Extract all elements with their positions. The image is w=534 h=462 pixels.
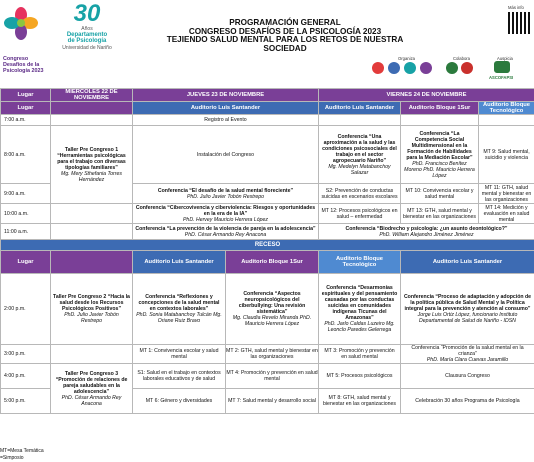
venue-fri-3: Auditorio Bloque Tecnológico	[479, 102, 534, 115]
colabora-label: Colabora	[453, 56, 470, 61]
taller-3: Taller Pre Congreso 3 “Promoción de relaciones de pareja saludables en la adolescencia” PhD. César Armando Rey Anacona	[51, 364, 133, 414]
conf-politica: Conferencia “Proceso de adaptación y adopción de la política pública de Salud Mental y la Política integral para la prevención y atención al consumo” Jorge Luis Ortiz López, funcionario Instituto Departamental de Salud de Nariño - IDSN	[401, 274, 534, 345]
conf-pareja: Conferencia “La prevención de la violencia de pareja en la adolescencia” PhD. César Armando Rey Anacona	[133, 224, 319, 240]
lugar-header: Lugar	[1, 89, 51, 102]
table-row: 2:00 p.m. Taller Pre Congreso 2 “Hacia la salud desde los Recursos Psicológicos Positivos” PhD. Julio Javier Tobón Restrepo Conferencia “Reflexiones y concepciones de la salud mental en contextos laborales” PhD. Sonia Matabanchoy Tulcán Mg. Oriane Ruiz Bravo Conferencia “Aspectos neuropsicológicos del ciberbullying: Una revisión sistemática” Mg. Claudia Revelo Miranda PhD. Mauricio Herrera López Conferencia “Desarmonías espirituales y del pensamiento causadas por las conductas suicidas en comunidades indígenas Ticunas del Amazonas” PhD. Jarlo Caldas Luzeiro Mg. Leonclo Paredes Gelerrega Conferencia “Proceso de adaptación y adopción de la política pública de Salud Mental y la Política integral para la prevención y atención al consumo” Jorge Luis Ortiz López, funcionario Instituto Departamental de Salud de Nariño - IDSN	[1, 274, 534, 345]
conf-neuro: Conferencia “Aspectos neuropsicológicos del ciberbullying: Una revisión sistemática” Mg. Claudia Revelo Miranda PhD. Mauricio Herrera López	[232, 291, 312, 327]
table-row: 5:00 p.m. MT 6: Género y diversidades MT 7: Salud mental y desarrollo social MT 8: GTH, salud mental y bienestar en las organizaciones Celebración 30 años Programa de Psicología	[1, 389, 534, 414]
organiza-label: Organiza	[398, 56, 415, 61]
table-row: 8:00 a.m. Taller Pre Congreso 1 “Herramientas psicológicas para el trabajo con diversas tipologías familiares” Mg. Mery Sthefania Torres Hernández Instalación del Congreso Conferencia “Una aproximación a la salud y las condiciones psicosociales del trabajo en el sector agropecuario Nariño” Mg. Medelyn Matabanchoy Salazar Conferencia “La Competencia Social Multidimensional en la Formación de Habilidades para la Mediación Escolar” PhD. Francisco Benítez Moreno PhD. Mauricio Herrera López MT 9: Salud mental, suicidio y violencia	[1, 126, 534, 184]
footer-s-legend: =Simposio	[0, 455, 24, 461]
day-thursday: JUEVES 23 DE NOVIEMBRE	[133, 89, 319, 102]
conf-laborales: Conferencia “Reflexiones y concepciones de la salud mental en contextos laborales” PhD. Sonia Matabanchoy Tulcán Mg. Oriane Ruiz Bravo	[133, 274, 226, 344]
footer-mt-legend: MT=Mesa Temática	[0, 448, 44, 454]
taller-1: Taller Pre Congreso 1 “Herramientas psicológicas para el trabajo con diversas tipologías familiares” Mg. Mery Sthefania Torres Hernández	[51, 126, 133, 204]
pm-venue-row: Lugar Auditorio Luis Santander Auditorio Bloque 1Sur Auditorio Bloque Tecnológico Auditorio Luis Santander	[1, 251, 534, 274]
table-row: 9:00 a.m. Conferencia “El desafío de la salud mental floreciente” PhD. Julio Javier Tobón Restrepo S2: Prevención de conductas suicidas en escenarios escolares MT 10: Convivencia escolar y salud mental MT 11: GTH, salud mental y bienestar en las organizaciones	[1, 184, 534, 204]
day-header-row	[1, 89, 534, 102]
qr-code-icon[interactable]	[508, 12, 530, 34]
organizer-logo-3	[404, 62, 416, 74]
congress-logo-text: Congreso Desafíos de la Psicología 2023	[3, 56, 44, 74]
collaborator-logo-1	[446, 62, 458, 74]
conf-mediacion: Conferencia “La Competencia Social Multidimensional en la Formación de Habilidades para la Mediación Escolar” PhD. Francisco Benítez Moreno PhD. Mauricio Herrera López	[401, 126, 479, 184]
organizer-logo-2	[388, 62, 400, 74]
day-wednesday: MIÉRCOLES 22 DE NOVIEMBRE	[51, 89, 133, 102]
auspicia-label: Auspicia	[497, 56, 513, 61]
table-row: 11:00 a.m. Conferencia “La prevención de la violencia de pareja en la adolescencia” PhD. César Armando Rey Anacona Conferencia “Biodrecho y psicología: ¿un asunto deontológico?” PhD. William Alejandro Jiménez Jiménez	[1, 224, 534, 240]
anniversary-logo: 30 Años Departamento de Psicología Universidad de Nariño	[62, 0, 112, 51]
table-row: 3:00 p.m. MT 1: Convivencia escolar y salud mental MT 2: GTH, salud mental y bienestar en las organizaciones MT 3: Promoción y prevención en salud mental Conferencia “Promoción de la salud mental en la crianza” PhD. María Clara Cuevas Jaramillo	[1, 345, 534, 364]
ascofapsi-logo	[494, 61, 510, 73]
venue-header-row	[1, 102, 534, 115]
organizer-logo-4	[420, 62, 432, 74]
table-row: 4:00 p.m. Taller Pre Congreso 3 “Promoción de relaciones de pareja saludables en la adolescencia” PhD. César Armando Rey Anacona S1: Salud en el trabajo en contextos laborales educativos y de salud MT 4: Promoción y prevención en salud mental MT 5: Procesos psicológicos Clausura Congreso	[1, 364, 534, 389]
lugar-label: Lugar	[1, 102, 51, 115]
conf-floreciente: Conferencia “El desafío de la salud mental floreciente” PhD. Julio Javier Tobón Restrepo	[133, 184, 319, 204]
venue-fri-2: Auditorio Bloque 1Sur	[401, 102, 479, 115]
conf-ticunas: Conferencia “Desarmonías espirituales y del pensamiento causadas por las conductas suicidas en comunidades indígenas Ticunas del Amazonas” PhD. Jarlo Caldas Luzeiro Mg. Leonclo Paredes Gelerrega	[319, 274, 401, 345]
collaborator-logo-2	[461, 62, 473, 74]
congress-flower-logo	[4, 6, 38, 40]
conf-agro: Conferencia “Una aproximación a la salud y las condiciones psicosociales del trabajo en el sector agropecuario Nariño” Mg. Medelyn Matabanchoy Salazar	[319, 126, 401, 184]
organizer-logo-1	[372, 62, 384, 74]
venue-thu: Auditorio Luis Santander	[133, 102, 319, 115]
conf-ciber: Conferencia “Cibercovivencia y ciberviolencia: Riesgos y oportunidades en la era de la IA” PhD. Hervey Mauricio Herrera López	[133, 204, 319, 224]
ascofapsi-label: ASCOFAPSI	[489, 75, 514, 80]
page-title: PROGRAMACIÓN GENERAL CONGRESO DESAFÍOS DE LA PSICOLOGÍA 2023 TEJIENDO SALUD MENTAL PARA LOS RETOS DE NUESTRA SOCIEDAD	[166, 18, 404, 53]
venue-wed	[51, 102, 133, 115]
conf-bioderecho: Conferencia “Biodrecho y psicología: ¿un asunto deontológico?” PhD. William Alejandro Jiménez Jiménez	[319, 224, 534, 240]
recess-row: RECESO	[1, 240, 534, 251]
qr-label: Más info	[508, 5, 524, 10]
table-row: 10:00 a.m. Conferencia “Cibercovivencia y ciberviolencia: Riesgos y oportunidades en la era de la IA” PhD. Hervey Mauricio Herrera López MT 12: Procesos psicológicos en salud – enfermedad MT 13: GTH, salud mental y bienestar en las organizaciones MT 14: Medición y evaluación en salud mental	[1, 204, 534, 224]
taller-2: Taller Pre Congreso 2 “Hacia la salud desde los Recursos Psicológicos Positivos” PhD. Julio Javier Tobón Restrepo	[51, 274, 133, 345]
table-row: 7:00 a.m. Registro al Evento	[1, 115, 534, 126]
day-friday: VIERNES 24 DE NOVIEMBRE	[319, 89, 534, 102]
schedule-table	[0, 88, 534, 414]
venue-fri-1: Auditorio Luis Santander	[319, 102, 401, 115]
